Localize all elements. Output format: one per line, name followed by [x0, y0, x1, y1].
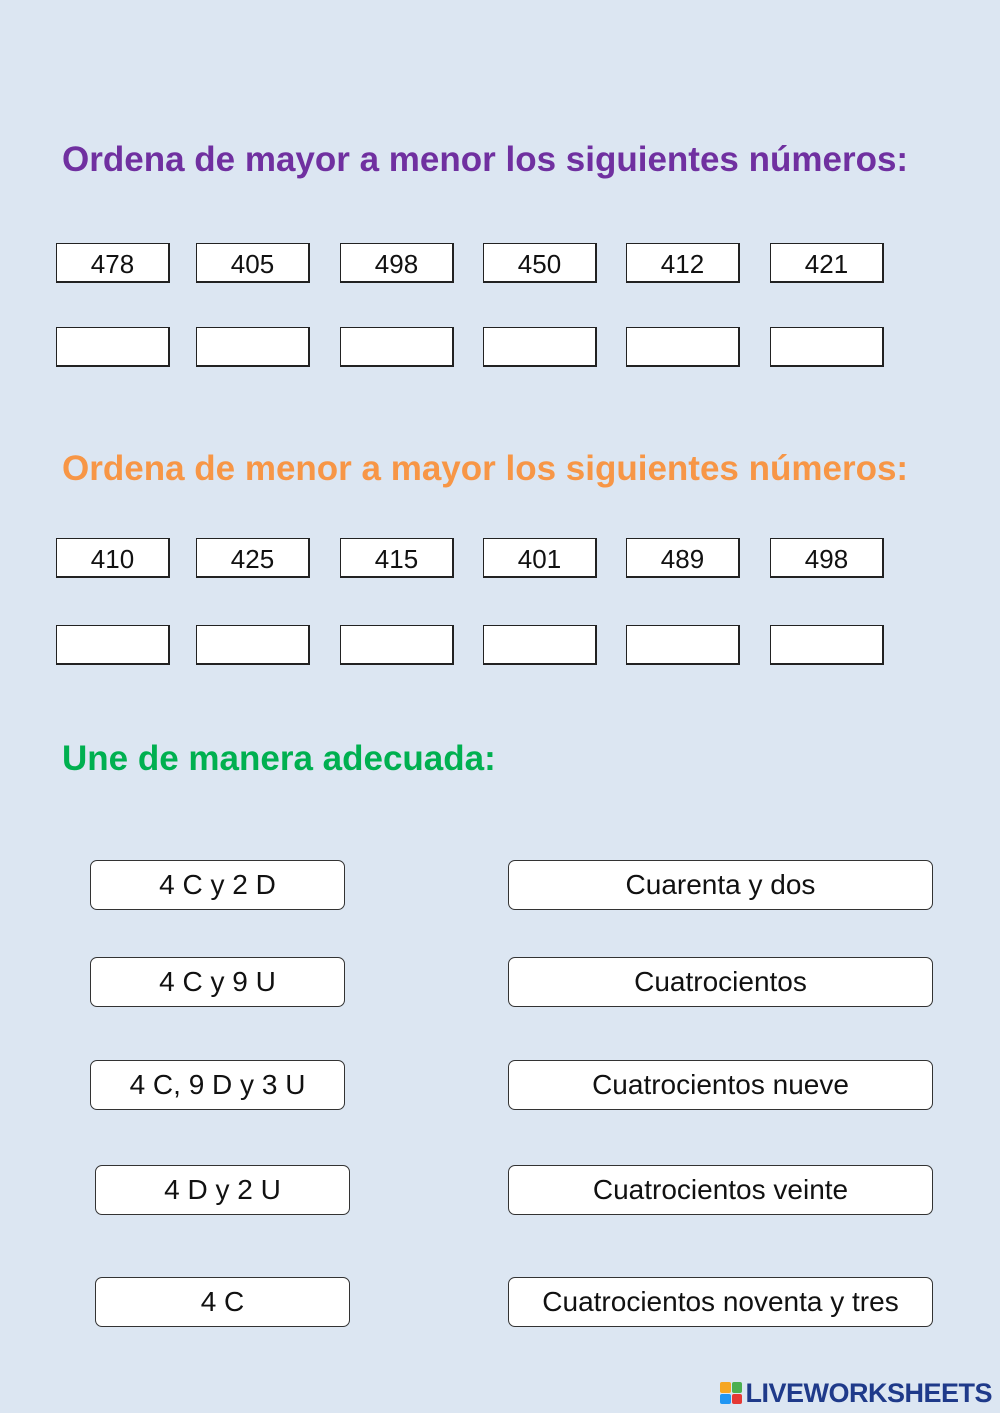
logo-square — [732, 1382, 743, 1393]
brand-text: LIVEWORKSHEETS — [745, 1377, 992, 1408]
number-box: 401 — [483, 538, 597, 578]
match-right-item[interactable]: Cuatrocientos veinte — [508, 1165, 933, 1215]
section3-title: Une de manera adecuada: — [62, 739, 496, 778]
match-left-item[interactable]: 4 C, 9 D y 3 U — [90, 1060, 345, 1110]
match-right-item[interactable]: Cuatrocientos noventa y tres — [508, 1277, 933, 1327]
answer-input[interactable] — [340, 625, 454, 665]
number-box: 450 — [483, 243, 597, 283]
logo-square — [732, 1394, 743, 1405]
number-box: 412 — [626, 243, 740, 283]
answer-input[interactable] — [340, 327, 454, 367]
match-left-item[interactable]: 4 C y 9 U — [90, 957, 345, 1007]
number-box: 489 — [626, 538, 740, 578]
number-box: 498 — [340, 243, 454, 283]
number-box: 410 — [56, 538, 170, 578]
liveworksheets-brand — [720, 1379, 992, 1407]
number-box: 421 — [770, 243, 884, 283]
logo-square — [720, 1394, 731, 1405]
number-box: 405 — [196, 243, 310, 283]
answer-input[interactable] — [196, 327, 310, 367]
logo-square — [720, 1382, 731, 1393]
answer-input[interactable] — [56, 327, 170, 367]
match-right-item[interactable]: Cuarenta y dos — [508, 860, 933, 910]
liveworksheets-logo-icon — [720, 1382, 742, 1404]
answer-input[interactable] — [483, 625, 597, 665]
answer-input[interactable] — [196, 625, 310, 665]
answer-input[interactable] — [483, 327, 597, 367]
match-left-item[interactable]: 4 C — [95, 1277, 350, 1327]
section1-title: Ordena de mayor a menor los siguientes números: — [62, 140, 909, 179]
answer-input[interactable] — [770, 625, 884, 665]
match-right-item[interactable]: Cuatrocientos — [508, 957, 933, 1007]
answer-input[interactable] — [56, 625, 170, 665]
answer-input[interactable] — [626, 625, 740, 665]
match-left-item[interactable]: 4 D y 2 U — [95, 1165, 350, 1215]
answer-input[interactable] — [770, 327, 884, 367]
number-box: 498 — [770, 538, 884, 578]
answer-input[interactable] — [626, 327, 740, 367]
number-box: 415 — [340, 538, 454, 578]
match-left-item[interactable]: 4 C y 2 D — [90, 860, 345, 910]
number-box: 478 — [56, 243, 170, 283]
number-box: 425 — [196, 538, 310, 578]
section2-title: Ordena de menor a mayor los siguientes números: — [62, 449, 909, 488]
match-right-item[interactable]: Cuatrocientos nueve — [508, 1060, 933, 1110]
